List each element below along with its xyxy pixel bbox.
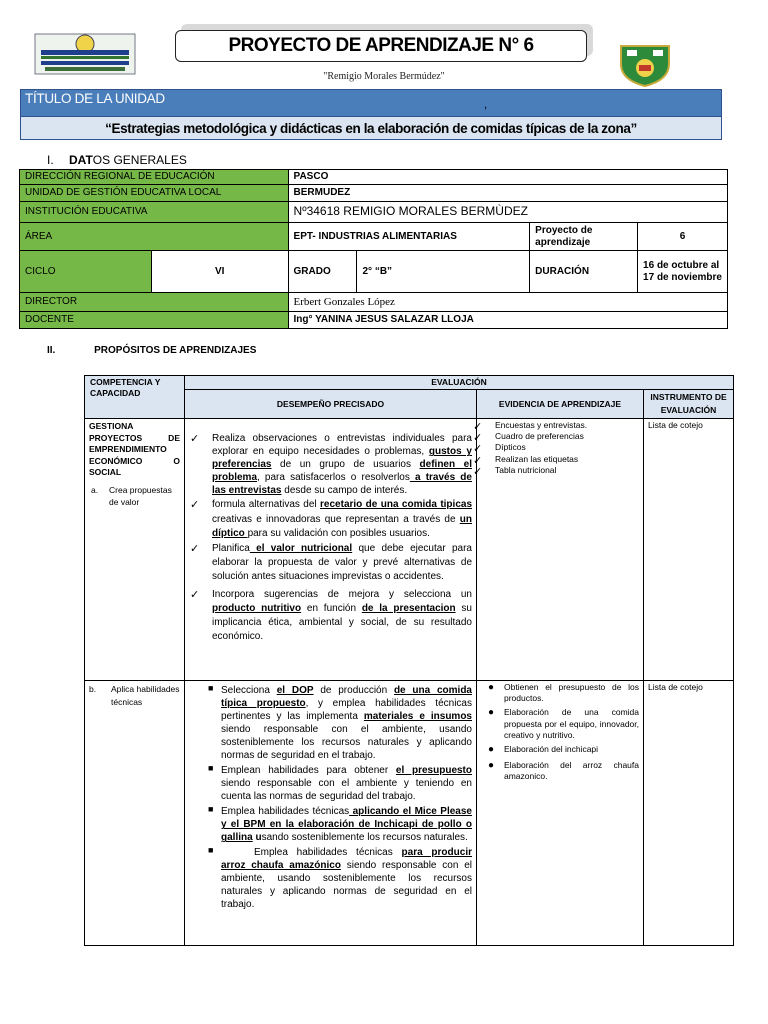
check-icon: ✓ xyxy=(473,465,483,478)
evidence-cell xyxy=(473,419,644,681)
evidence-item: ✓ Dípticos xyxy=(473,442,526,456)
ugel-value: BERMUDEZ xyxy=(288,185,727,202)
check-icon: ✓ xyxy=(190,542,200,555)
performance-item: ■ Emplea habilidades técnicas aplicando el Mice Please y el BPM en la elaboración de Inchicapi de pollo o gallina usando sosteniblemente los recursos naturales. xyxy=(208,804,472,844)
competence-name: GESTIONA PROYECTOS DE EMPRENDIMIENTO ECONÓMICO O SOCIAL xyxy=(89,421,180,478)
director-label: DIRECTOR xyxy=(20,293,289,312)
evidence-item: ● Elaboración del inchicapi xyxy=(488,743,599,755)
performance-item: ■ Emplea habilidades técnicas para producir arroz chaufa amazónico siendo responsable con el ambiente, usando sosteniblemente los recursos naturales y aplicando normas de seguridad en el trabajo. xyxy=(208,845,472,911)
capacity-a-number: a. xyxy=(91,484,99,495)
performance-item: ✓ Planifica el valor nutricional que debe ejecutar para elaborar la propuesta de valor y prevé alternativas de solución antes situaciones imprevistas o accidentes. xyxy=(190,542,472,583)
school-shield-logo xyxy=(617,42,673,88)
institution-value: Nº34618 REMIGIO MORALES BERMÙDEZ xyxy=(288,202,727,223)
section-number: I. xyxy=(47,153,54,167)
capacity-b-cell xyxy=(85,681,185,946)
project-value: 6 xyxy=(638,223,728,251)
bullet-icon: ● xyxy=(488,759,495,771)
table-row xyxy=(20,251,728,293)
evidence-list xyxy=(488,682,639,781)
duration-label: DURACIÓN xyxy=(530,251,638,293)
check-icon: ✓ xyxy=(190,588,200,601)
square-bullet-icon: ■ xyxy=(208,845,214,856)
check-icon: ✓ xyxy=(190,433,200,446)
check-icon: ✓ xyxy=(473,432,483,445)
teacher-label: DOCENTE xyxy=(20,312,289,329)
check-icon: ✓ xyxy=(473,454,483,467)
check-icon: ✓ xyxy=(190,499,200,512)
performance-item: ✓ formula alternativas del recetario de una comida tipicas creativas e innovadoras que representan a través de un díptico para su validación con posibles usuarios. xyxy=(190,499,473,539)
table-row xyxy=(85,376,734,390)
capacity-b-number: b. xyxy=(89,684,97,695)
table-row xyxy=(20,185,728,202)
project-title xyxy=(175,30,587,62)
evidence-header: EVIDENCIA DE APRENDIZAJE xyxy=(477,390,644,419)
table-row xyxy=(20,170,728,185)
unit-title-label: TÍTULO DE LA UNIDAD xyxy=(25,91,165,106)
section-purposes-heading xyxy=(47,345,256,356)
instrument-header: INSTRUMENTO DE EVALUACIÓN xyxy=(644,390,734,419)
teacher-value: Ing° YANINA JESUS SALAZAR LLOJA xyxy=(288,312,727,329)
performance-cell xyxy=(185,681,477,946)
institution-label: INSTITUCIÓN EDUCATIVA xyxy=(20,202,289,223)
performance-list xyxy=(190,432,473,644)
instrument-cell: Lista de cotejo xyxy=(644,681,734,946)
evidence-item: ● Obtienen el presupuesto de los productos. xyxy=(488,682,639,704)
table-row xyxy=(20,312,728,329)
performance-item: ■ Selecciona el DOP de producción de una comida típica propuesto, y emplea habilidades técnicas pertinentes y las implementa materiales e insumos siendo responsable con el ambiente, usando sosteniblemente los recursos naturales y aplicando normas de seguridad en el trabajo. xyxy=(208,683,472,762)
performance-header: DESEMPEÑO PRECISADO xyxy=(185,390,477,419)
unit-header-mark: , xyxy=(484,99,488,111)
check-icon: ✓ xyxy=(473,421,483,434)
capacity-b-text: Aplica habilidades técnicas xyxy=(111,684,180,707)
bullet-icon: ● xyxy=(488,682,495,694)
project-title-text: PROYECTO DE APRENDIZAJE N° 6 xyxy=(228,35,534,56)
performance-list xyxy=(208,683,472,911)
square-bullet-icon: ■ xyxy=(208,763,214,774)
bullet-icon: ● xyxy=(488,707,495,719)
dre-label: DIRECCIÓN REGIONAL DE EDUCACIÓN xyxy=(20,170,289,185)
square-bullet-icon: ■ xyxy=(208,804,214,815)
evidence-item: ✓ Encuestas y entrevistas. xyxy=(473,420,588,434)
table-row xyxy=(20,293,728,312)
project-label: Proyecto de aprendizaje xyxy=(530,223,638,251)
evidence-cell xyxy=(477,681,644,946)
performance-cell xyxy=(185,419,477,681)
competence-cell xyxy=(85,419,185,681)
table-row xyxy=(85,681,734,946)
check-icon: ✓ xyxy=(473,443,483,456)
ugel-label: UNIDAD DE GESTIÓN EDUCATIVA LOCAL xyxy=(20,185,289,202)
ciclo-label: CICLO xyxy=(20,251,152,293)
bullet-icon: ● xyxy=(488,743,495,755)
section-number: II. xyxy=(47,345,56,356)
area-value: EPT- INDUSTRIAS ALIMENTARIAS xyxy=(288,223,530,251)
dre-value: PASCO xyxy=(288,170,727,185)
evidence-item: ✓ Tabla nutricional xyxy=(473,464,557,478)
square-bullet-icon: ■ xyxy=(208,683,214,694)
grado-value: 2° “B” xyxy=(357,251,530,293)
section-title: PROPÓSITOS DE APRENDIZAJES xyxy=(94,345,257,356)
capacity-a-text: Crea propuestas de valor xyxy=(109,484,172,507)
capacity-b xyxy=(89,683,180,708)
performance-item: ✓ Realiza observaciones o entrevistas individuales para explorar en equipo necesidades o problemas, gustos y preferencias de un grupo de usuarios definen el problema, para satisfacerlos o resolverlos a través de las entrevistas desde su campo de interés. xyxy=(190,433,472,497)
general-data-table xyxy=(19,169,728,329)
evidence-item: ✓ Realizan las etiquetas xyxy=(473,453,579,467)
unit-name: “Estrategias metodológica y didácticas en la elaboración de comidas típicas de la zona” xyxy=(20,116,722,140)
evidence-item: ✓ Cuadro de preferencias xyxy=(473,431,584,445)
purposes-table xyxy=(84,375,734,946)
unit-title-header xyxy=(20,89,722,117)
table-row xyxy=(20,223,728,251)
section-title-part: OS GENERALES xyxy=(92,153,187,167)
evidence-item: ● Elaboración del arroz chaufa amazonico. xyxy=(488,759,639,781)
capacity-a xyxy=(89,485,180,509)
school-name: "Remigio Morales Bermúdez" xyxy=(323,71,445,82)
area-label: ÁREA xyxy=(20,223,289,251)
performance-item: ✓ Incorpora sugerencias de mejora y selecciona un producto nutritivo en función de la presentacion su implicancia ética, ambiental y social, de su resultado económico. xyxy=(190,588,472,643)
evaluation-header: EVALUACIÓN xyxy=(185,376,734,390)
performance-item: ■ Emplean habilidades para obtener el presupuesto siendo responsable con el ambiente y teniendo en cuenta las normas de seguridad del trabajo. xyxy=(208,763,472,803)
evidence-item: ● Elaboración de una comida propuesta por el equipo, innovador, creativo y nutritivo. xyxy=(488,707,639,740)
institution-logo-left xyxy=(33,32,137,76)
duration-value: 16 de octubre al 17 de noviembre xyxy=(638,251,728,293)
evidence-list xyxy=(473,420,639,478)
table-row xyxy=(85,419,734,681)
section-general-heading xyxy=(47,153,187,167)
grado-label: GRADO xyxy=(288,251,357,293)
instrument-cell: Lista de cotejo xyxy=(644,419,734,681)
ciclo-value: VI xyxy=(151,251,288,293)
director-value: Erbert Gonzales López xyxy=(288,293,727,312)
section-title-part: DAT xyxy=(69,153,93,167)
competence-header: COMPETENCIA Y CAPACIDAD xyxy=(85,376,185,419)
table-row xyxy=(20,202,728,223)
